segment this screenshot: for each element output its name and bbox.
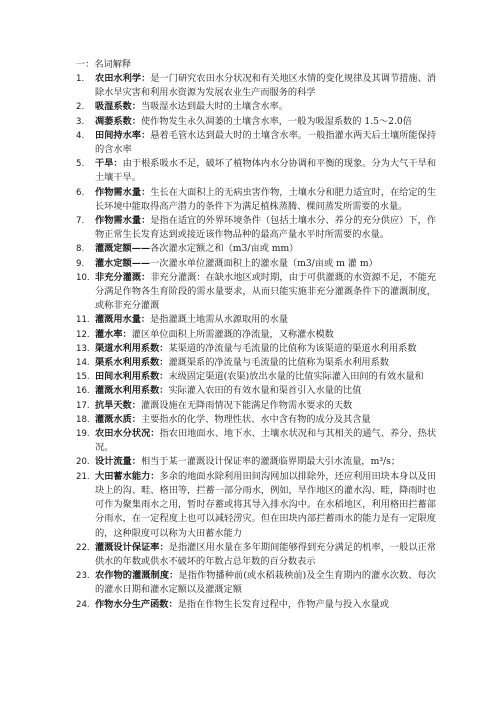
item-number: 2. [76,102,85,113]
item-definition: 是指灌区用水量在多年期间能够得到充分满足的机率，一般以正常供水的年数或供水不破坏的年数占总年数的百分数表示 [95,541,437,567]
item-term: 渠道水利用系数： [95,342,169,354]
item-number: 17. [76,400,90,411]
item-term: 渠系水利用系数： [95,357,169,369]
item-number: 9. [76,258,85,269]
item-definition: 是指在作物生长发育过程中，作物产量与投入水量或 [177,598,389,610]
item-definition: 悬着毛管水达到最大时的土壤含水率。一般指灌水两天后土壤所能保持的含水率 [95,129,437,156]
definition-item [76,313,436,327]
item-term: 作物需水量： [95,215,151,227]
item-number: 15. [76,372,90,383]
item-number: 11. [76,315,90,326]
item-definition: 各次灌水定额之和（m3/亩或 mm） [150,243,299,255]
item-term: 农作物的灌溉制度： [95,570,179,582]
item-number: 6. [76,187,85,198]
item-term: 灌水定额—— [95,257,151,269]
item-number: 16. [76,386,90,397]
item-number: 5. [76,159,85,170]
item-number: 3. [76,116,85,127]
item-definition: 生长在大面积上的无病虫害作物，土壤水分和肥力适宜时，在给定的生长环境中能取得高产潜力的条件下为满足植株蒸腾、棵间蒸发所需要的水量。 [95,186,437,212]
item-number: 18. [76,414,90,425]
definition-item [76,541,437,569]
item-definition: 是指在适宜的外界环境条件（包括土壤水分、养分的充分供应）下，作物正常生长发育达到或接近该作物品种的最高产量水平时所需要的水量。 [95,215,437,241]
definition-item [76,115,436,129]
item-term: 大田蓄水能力： [95,470,160,482]
item-definition: 是指作物播种前(或水稻栽秧前)及全生育期内的灌水次数、每次的灌水日期和灌水定额以及灌溉定额 [95,570,436,596]
definition-item [76,598,436,612]
definition-item [76,342,436,356]
item-term: 干旱： [95,158,123,170]
definition-item [76,100,436,114]
item-definition: 实际灌入农田的有效水量和渠首引入水量的比值 [168,385,362,397]
item-term: 设计流量： [95,456,141,468]
item-term: 抗旱天数： [95,399,141,411]
item-number: 21. [76,471,90,482]
definition-item [76,399,436,413]
item-definition: 由于根系吸水不足，破坏了植物体内水分协调和平衡的现象。分为大气干旱和土壤干旱。 [95,158,437,184]
definition-item [76,455,436,469]
item-number: 10. [76,272,90,283]
item-term: 农田水分状况： [95,428,160,440]
item-term: 灌水率： [95,328,132,340]
item-term: 灌溉水质： [95,413,141,425]
item-definition: 使作物发生永久凋萎的土壤含水率，一般为吸湿系数的 1.5～2.0倍 [140,115,412,127]
item-term: 灌溉定额—— [95,243,151,255]
item-number: 1. [76,74,85,84]
item-term: 非充分灌溉： [95,271,151,283]
item-term: 农田水利学： [95,73,151,84]
item-term: 作物水分生产函数： [95,598,178,610]
item-definition: 灌溉渠系的净流量与毛流量的比值称为渠系水利用系数 [168,357,389,369]
item-term: 灌溉水利用系数： [95,385,169,397]
item-definition: 一次灌水单位灌溉面积上的灌水量（m3/亩或 m 灌 m） [150,257,378,269]
item-definition: 相当于某一灌溉设计保证率的灌溉临界期最大引水流量，m³/s； [140,456,401,468]
section-heading: 一：名词解释 [76,59,132,70]
definition-item [76,157,437,185]
item-definition: 当吸湿水达到最大时的土壤含水率。 [140,101,288,113]
definition-item [76,356,436,370]
item-term: 田间水利用系数： [95,371,169,383]
definition-item [76,242,436,256]
item-number: 22. [76,542,90,553]
item-number: 24. [76,599,90,610]
definition-item [76,257,436,271]
item-definition: 灌区单位面积上所需灌溉的净流量，又称灌水模数 [131,328,334,340]
definition-item [76,129,437,157]
item-definition: 指农田地面水、地下水、土壤水状况和与其相关的通气、养分、热状况。 [95,428,437,454]
item-number: 12. [76,329,90,340]
item-number: 20. [76,457,90,468]
item-definition: 非充分灌溉：在缺水地区或时期，由于可供灌溉的水资源不足，不能充分满足作物各生育阶段的需水量要求，从而只能实施非充分灌溉条件下的灌溉制度，或称非充分灌溉 [95,271,437,312]
definition-item [76,370,436,384]
item-definition: 主要指水的化学、物理性状、水中含有物的成分及其含量 [140,413,371,425]
item-number: 13. [76,343,90,354]
item-term: 田间持水率： [95,129,151,141]
item-definition: 某渠道的净流量与毛流量的比值称为该渠道的渠道水利用系数 [168,342,417,354]
item-number: 23. [76,571,90,582]
definition-item [76,427,437,455]
definition-item [76,328,436,342]
item-definition: 末级固定渠道(农渠)放出水量的比值实际灌入田间的有效水量和 [168,371,424,383]
item-term: 作物需水量： [95,186,151,198]
definition-item [76,384,436,398]
item-term: 灌溉设计保证率： [95,541,169,553]
item-definition: 是一门研究农田水分状况和有关地区水情的变化规律及其调节措施、消除水旱灾害和利用水资源为发展农业生产而服务的科学 [95,73,437,99]
item-number: 8. [76,244,85,255]
definition-item [76,413,436,427]
definition-item [76,214,437,242]
item-number: 14. [76,358,90,369]
definition-item [76,569,436,597]
item-definition: 是指灌溉土地需从水源取用的水量 [150,314,288,326]
item-term: 灌溉用水量： [95,314,151,326]
definition-list [76,72,437,612]
item-number: 7. [76,216,85,227]
item-number: 19. [76,429,90,440]
item-term: 吸湿系数： [95,101,141,113]
definition-item [76,186,437,214]
item-definition: 灌溉设施在无降雨情况下能满足作物需水要求的天数 [140,399,353,411]
item-number: 4. [76,130,85,141]
definition-item [76,470,437,541]
definition-item [76,271,437,314]
definition-item [76,72,437,100]
item-definition: 多余的地面水除利用田间沟网加以排除外，还应利用田块本身以及田块上的沟、畦、格田等，拦蓄一部分雨水，例如，旱作地区的灌水沟、畦，降雨时也可作为聚集雨水之用，暂时存蓄或将其导入排水沟中。在水稻地区，利用格田拦蓄部分雨水，在一定程度上也可以减轻涝灾。但在田块内部拦蓄雨水的能力是有一定限度的，这种限度可以称为大田蓄水能力 [95,470,437,539]
item-term: 凋萎系数： [95,115,141,127]
